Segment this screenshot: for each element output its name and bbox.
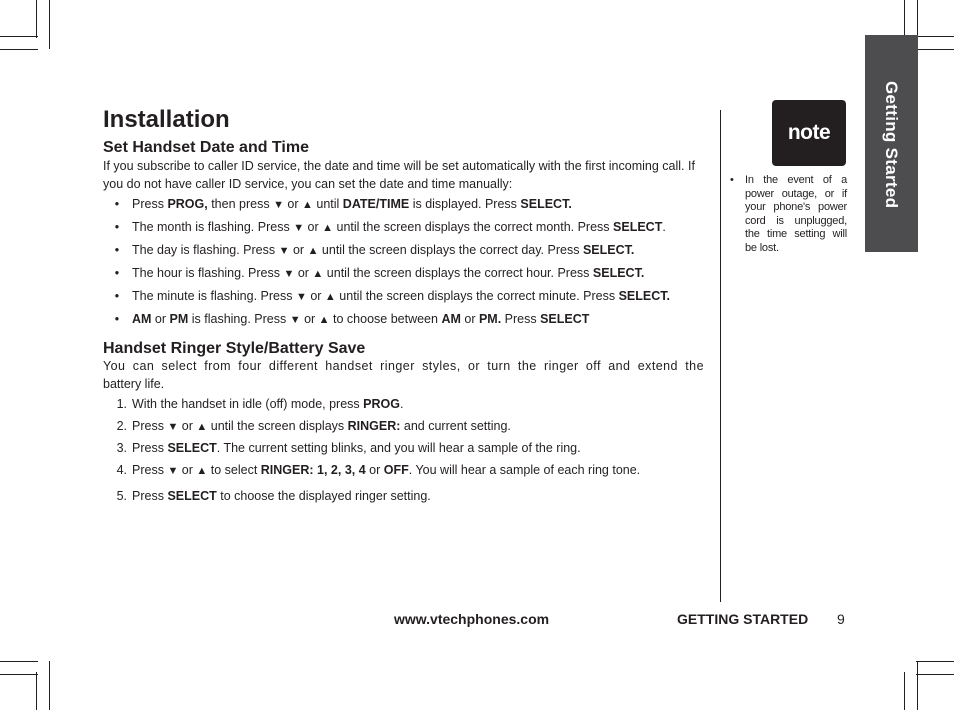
emphasis-text: RINGER: xyxy=(347,419,401,433)
bullet: • xyxy=(114,266,120,280)
emphasis-text: AM xyxy=(441,312,461,326)
crop-mark xyxy=(917,661,918,710)
bullet: • xyxy=(114,289,120,303)
up-arrow-icon: ▲ xyxy=(312,268,324,280)
emphasis-text: SELECT. xyxy=(520,197,572,211)
emphasis-text: SELECT xyxy=(167,441,217,455)
bullet: • xyxy=(730,174,734,186)
list-item-text: Press SELECT to choose the displayed ringer setting. xyxy=(132,489,431,503)
step-number: 3. xyxy=(116,441,127,455)
list-item-text: The month is flashing. Press ▼ or ▲ until the screen displays the correct month. Press SELECT. xyxy=(132,220,666,234)
down-arrow-icon: ▼ xyxy=(293,222,305,234)
footer-section-name: GETTING STARTED xyxy=(677,611,809,627)
side-tab-label: Getting Started xyxy=(882,81,901,209)
down-arrow-icon: ▼ xyxy=(289,314,301,326)
section-intro-ringer xyxy=(103,357,704,393)
up-arrow-icon: ▲ xyxy=(196,421,208,433)
crop-mark xyxy=(36,672,37,710)
list-item-text: Press SELECT. The current setting blinks, and you will hear a sample of the ring. xyxy=(132,441,581,455)
crop-mark xyxy=(0,674,38,675)
section-intro-date-time: If you subscribe to caller ID service, the date and time will be set automatically with the first incoming call. If you do not have caller ID service, you can set the date and time manually: xyxy=(103,159,695,191)
crop-mark xyxy=(916,49,954,50)
crop-mark xyxy=(916,674,954,675)
crop-mark xyxy=(49,0,50,49)
crop-mark xyxy=(904,0,905,38)
crop-mark xyxy=(49,661,50,710)
section-heading-date-time: Set Handset Date and Time xyxy=(103,139,309,156)
note-icon xyxy=(772,100,846,166)
down-arrow-icon: ▼ xyxy=(167,421,179,433)
down-arrow-icon: ▼ xyxy=(295,291,307,303)
down-arrow-icon: ▼ xyxy=(283,268,295,280)
emphasis-text: RINGER: 1, 2, 3, 4 xyxy=(260,463,366,477)
crop-mark xyxy=(904,672,905,710)
step-number: 1. xyxy=(116,397,127,411)
emphasis-text: DATE/TIME xyxy=(342,197,410,211)
step-number: 2. xyxy=(116,419,127,433)
intro-line: You can select from four different handset ringer styles, or turn the ringer off and extend the xyxy=(103,359,704,373)
up-arrow-icon: ▲ xyxy=(318,314,330,326)
list-item-text: The minute is flashing. Press ▼ or ▲ until the screen displays the correct minute. Press SELECT. xyxy=(132,289,670,303)
section-heading-ringer: Handset Ringer Style/Battery Save xyxy=(103,340,366,357)
emphasis-text: PROG xyxy=(363,397,400,411)
emphasis-text: SELECT xyxy=(613,220,663,234)
emphasis-text: SELECT xyxy=(540,312,590,326)
crop-mark xyxy=(0,661,38,662)
down-arrow-icon: ▼ xyxy=(273,199,284,211)
emphasis-text: SELECT. xyxy=(592,266,645,280)
emphasis-text: SELECT xyxy=(167,489,217,503)
intro-line: battery life. xyxy=(103,377,165,391)
list-item-text: AM or PM is flashing. Press ▼ or ▲ to choose between AM or PM. Press SELECT xyxy=(132,312,590,326)
step-number: 4. xyxy=(116,463,127,477)
step-number: 5. xyxy=(116,489,127,503)
list-item-text: Press ▼ or ▲ until the screen displays RINGER: and current setting. xyxy=(132,419,511,433)
list-item-text: Press PROG, then press ▼ or ▲ until DATE/TIME is displayed. Press SELECT. xyxy=(132,197,572,211)
section-side-tab xyxy=(865,35,918,252)
crop-mark xyxy=(0,49,38,50)
up-arrow-icon: ▲ xyxy=(196,465,208,477)
emphasis-text: PM. xyxy=(478,312,502,326)
note-label: note xyxy=(787,121,831,144)
crop-mark xyxy=(916,36,954,37)
emphasis-text: PM xyxy=(169,312,189,326)
up-arrow-icon: ▲ xyxy=(322,222,334,234)
column-divider xyxy=(720,110,721,602)
list-item-text: With the handset in idle (off) mode, press PROG. xyxy=(132,397,404,411)
emphasis-text: OFF xyxy=(383,463,409,477)
emphasis-text: SELECT. xyxy=(582,243,635,257)
crop-mark xyxy=(36,0,37,38)
bullet: • xyxy=(114,197,120,211)
list-item-text: The day is flashing. Press ▼ or ▲ until the screen displays the correct day. Press SELECT. xyxy=(132,243,635,257)
up-arrow-icon: ▲ xyxy=(324,291,336,303)
bullet: • xyxy=(114,220,120,234)
footer-url: www.vtechphones.com xyxy=(394,611,550,627)
emphasis-text: PROG, xyxy=(167,197,208,211)
emphasis-text: SELECT. xyxy=(618,289,670,303)
list-item-text: The hour is flashing. Press ▼ or ▲ until the screen displays the correct hour. Press SELECT. xyxy=(132,266,645,280)
down-arrow-icon: ▼ xyxy=(167,465,179,477)
page-title: Installation xyxy=(103,106,230,133)
bullet: • xyxy=(114,312,120,326)
up-arrow-icon: ▲ xyxy=(302,199,313,211)
list-item-text: Press ▼ or ▲ to select RINGER: 1, 2, 3, 4 or OFF. You will hear a sample of each ring tone. xyxy=(132,463,641,477)
up-arrow-icon: ▲ xyxy=(307,245,319,257)
crop-mark xyxy=(916,661,954,662)
page-number: 9 xyxy=(837,611,845,627)
note-text: In the event of a power outage, or if your phone's power cord is unplugged, the time setting will be lost. xyxy=(745,174,847,254)
down-arrow-icon: ▼ xyxy=(278,245,290,257)
bullet: • xyxy=(114,243,120,257)
crop-mark xyxy=(0,36,38,37)
emphasis-text: AM xyxy=(132,312,152,326)
